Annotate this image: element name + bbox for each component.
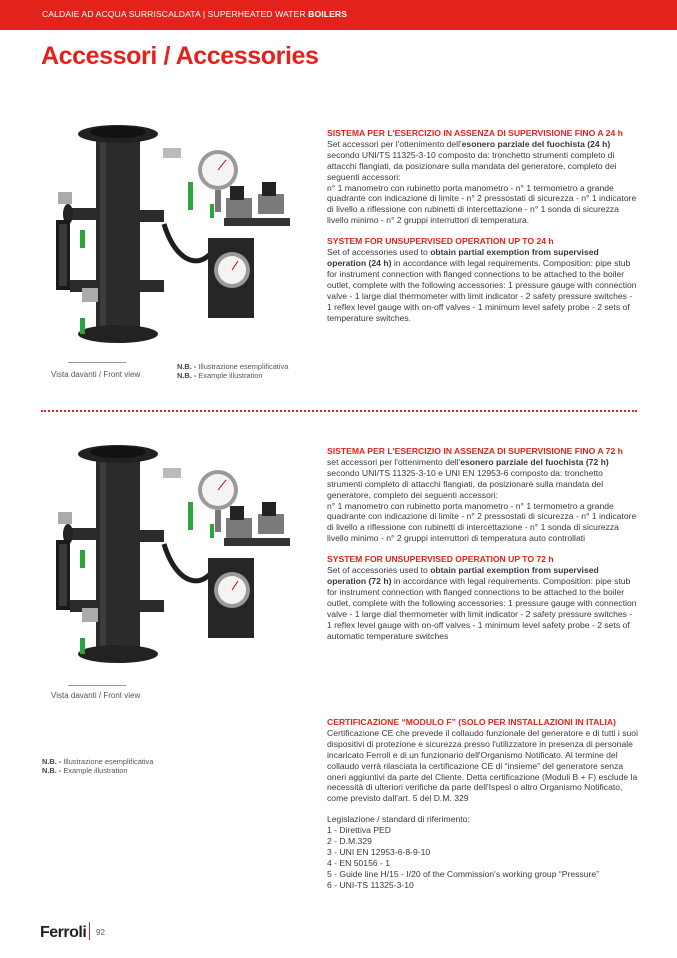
header-category [42, 9, 347, 19]
body-en-prefix: Set of accessories used to [327, 565, 431, 576]
body-it-prefix: set accessori per l'ottenimento dell' [327, 456, 461, 467]
header-bar [0, 0, 677, 30]
ferroli-logo: Ferroli [40, 924, 87, 941]
references-heading: Legislazione / standard di riferimento: [327, 814, 470, 825]
note-en [177, 371, 288, 380]
equipment-drawing [48, 120, 308, 350]
section-title-en: SYSTEM FOR UNSUPERVISED OPERATION UP TO 72 h [327, 554, 554, 565]
page-number: 92 [96, 928, 105, 937]
reference-item: 1 - Direttiva PED [327, 825, 391, 836]
section-certification [327, 717, 639, 891]
body-en-suffix: in accordance with legal requirements. Composition: pipe stub for instrument connection with flanged connections to be attached to the boiler outlet, complete with the following accessories: 1 pressure gauge with connection valve - 1 large dial thermometer with limit indicator - 2 safety pressure switches - 1 reflex level gauge with on-off valves - 1 minimum level safety probe - 2 sets of temperature switches. [327, 257, 637, 323]
body-it-suffix: secondo UNI/TS 11325-3-10 e UNI EN 12953-6 composto da: tronchetto strumenti completo di attacchi flangiati, da posizionare sulla mandata del generatore, completo dei seguenti accessori: [327, 467, 604, 500]
note-it-text: Illustrazione esemplificativa [196, 362, 289, 371]
section-list-it: n° 1 manometro con rubinetto porta manometro - n° 1 termometro a grande quadrante con indicazione di limite - n° 2 pressostati di sicurezza - n° 1 indicatore di livello a riflessione con rubinetti di intercettazione - n° 1 sonda di sicurezza livello minimo - n° 2 gruppi interruttori di temperatura. [327, 182, 637, 226]
section-title-en: SYSTEM FOR UNSUPERVISED OPERATION UP TO 24 h [327, 236, 554, 247]
reference-item: 2 - D.M.329 [327, 836, 372, 847]
illustration-note [42, 757, 153, 775]
body-it-suffix: secondo UNI/TS 11325-3-10 composto da: tronchetto strumenti completo di attacchi flangiati, da posizionare sulla mandata del generatore, completo dei seguenti accessori: [327, 149, 617, 182]
note-it-label: N.B. - [42, 757, 62, 766]
section-72h [327, 446, 639, 641]
reference-item: 6 - UNI-TS 11325-3-10 [327, 879, 414, 890]
equipment-drawing [48, 440, 308, 670]
header-category-bold: BOILERS [308, 9, 348, 19]
front-view-label: Vista davanti / Front view [51, 691, 141, 700]
section-24h [327, 128, 639, 323]
section-divider [41, 410, 637, 412]
footer-separator [89, 922, 90, 940]
illustration-note [177, 362, 288, 380]
page-title: Accessori / Accessories [41, 42, 319, 70]
body-en-bold: obtain partial exemption from supervised operation (72 h) [327, 565, 599, 586]
references-list [327, 825, 639, 890]
section-title-it: SISTEMA PER L'ESERCIZIO IN ASSENZA DI SUPERVISIONE FINO A 24 h [327, 128, 623, 138]
accessory-illustration-24h [48, 120, 308, 350]
note-en-text: Example illustration [61, 766, 128, 775]
reference-item: 5 - Guide line H/15 - I/20 of the Commission's working group “Pressure” [327, 868, 599, 879]
note-it [42, 757, 153, 766]
certification-body: Certificazione CE che prevede il collaudo funzionale del generatore e di tutti i suoi dispositivi di protezione e sicurezza presso l'utilizzatore in presenza di personale incaricato Ferroli e di un funzionario dell'Organismo Notificato. Al termine del collaudo verrà rilasciata la certificazione CE di “insieme” del generatore senza oneri aggiuntivi da parte del Cliente. Detta certificazione (Moduli B + F) esclude la necessità di ulteriori verifiche da parte dell'Ispesl o altro Organismo Notificato, come previsto dall'art. 5 del D.M. 329 [327, 727, 638, 804]
section-body-en [327, 565, 639, 641]
section-body-en [327, 247, 639, 323]
front-view-leader-line [68, 685, 126, 686]
section-title-it: SISTEMA PER L'ESERCIZIO IN ASSENZA DI SUPERVISIONE FINO A 72 h [327, 446, 623, 456]
body-en-suffix: in accordance with legal requirements. Composition: pipe stub for instrument connection with flanged connections to be attached to the boiler outlet, complete with the following accessories: 1 pressure gauge with connection valve - 1 large dial thermometer with limit indicator - 2 safety pressure switches - 1 reflex level gauge with on-off valves - 1 minimum level safety probe - 2 sets of automatic temperature switches [327, 575, 637, 641]
accessory-illustration-72h [48, 440, 308, 670]
section-body-it [327, 139, 639, 183]
note-en-label: N.B. - [42, 766, 62, 775]
reference-item: 4 - EN 50156 - 1 [327, 857, 391, 868]
note-en [42, 766, 153, 775]
note-it [177, 362, 288, 371]
note-en-label: N.B. - [177, 371, 197, 380]
note-it-label: N.B. - [177, 362, 197, 371]
body-en-bold: obtain partial exemption from supervised operation (24 h) [327, 247, 599, 268]
reference-item: 3 - UNI EN 12953-6-8-9-10 [327, 846, 431, 857]
section-list-it: n° 1 manometro con rubinetto porta manometro - n° 1 termometro a grande quadrante con indicazione di limite - n° 2 pressostati di sicurezza - n° 1 indicatore di livello a riflessione con rubinetti di intercettazione - n° 1 sonda di sicurezza livello minimo - n° 2 gruppi interruttori di temperatura auto controllati [327, 500, 637, 544]
body-it-bold: esonero parziale del fuochista (72 h) [460, 456, 609, 467]
certification-title: CERTIFICAZIONE “MODULO F” (SOLO PER INSTALLAZIONI IN ITALIA) [327, 717, 616, 727]
front-view-label: Vista davanti / Front view [51, 370, 141, 379]
section-body-it [327, 457, 639, 501]
body-it-bold: esonero parziale del fuochista (24 h) [461, 138, 611, 149]
front-view-leader-line [68, 362, 126, 363]
body-en-prefix: Set of accessories used to [327, 247, 431, 258]
note-en-text: Example illustration [196, 371, 263, 380]
header-category-text: CALDAIE AD ACQUA SURRISCALDATA | SUPERHEATED WATER [42, 9, 309, 19]
body-it-prefix: Set accessori per l'ottenimento dell' [327, 138, 462, 149]
note-it-text: Illustrazione esemplificativa [61, 757, 154, 766]
